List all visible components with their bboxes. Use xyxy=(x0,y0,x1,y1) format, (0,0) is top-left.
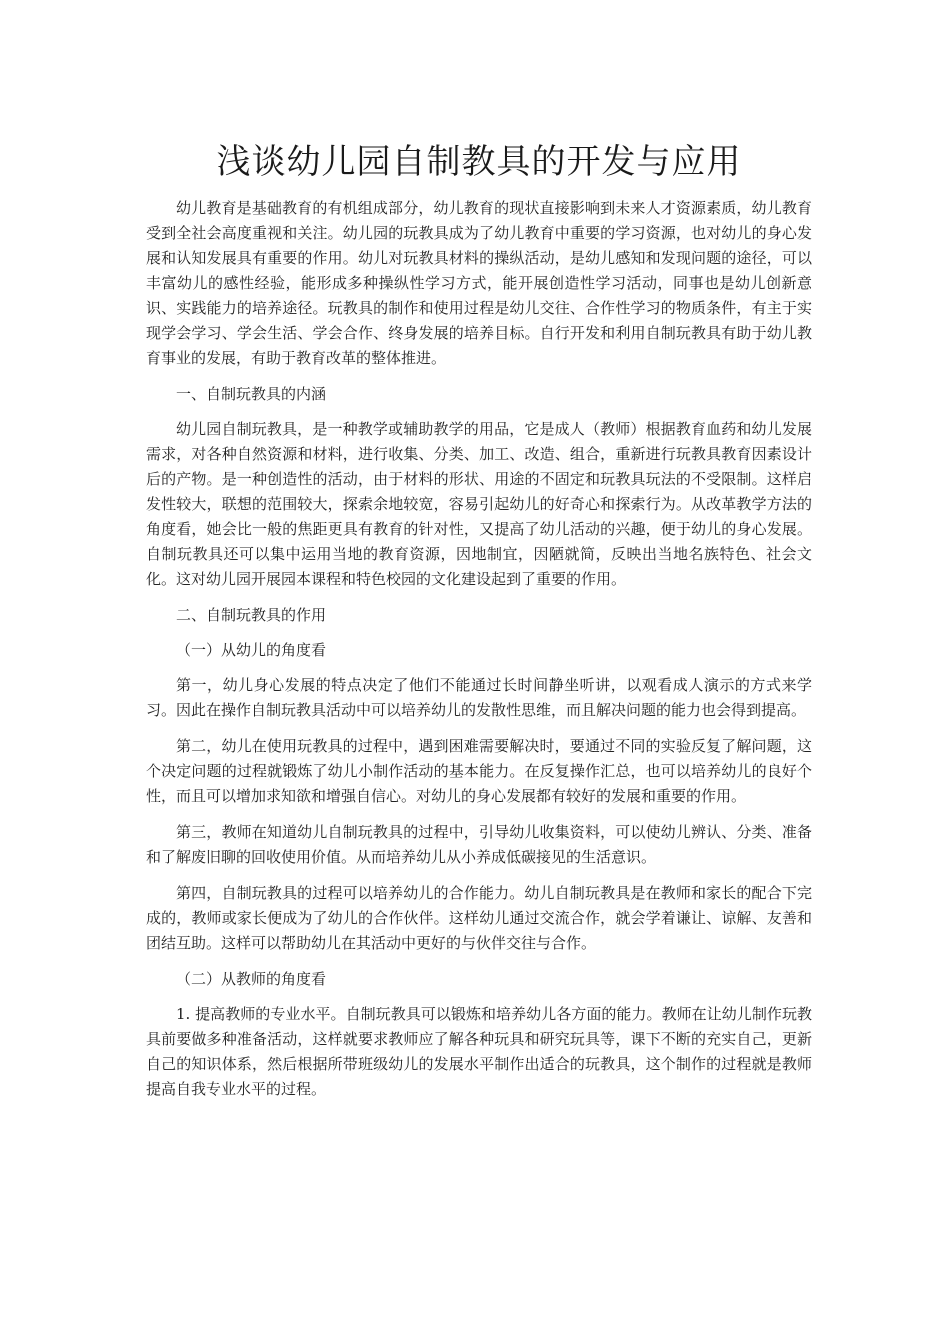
document-page xyxy=(146,0,812,1113)
child-point-3-paragraph: 第三，教师在知道幼儿自制玩教具的过程中，引导幼儿收集资料，可以使幼儿辨认、分类、准备和了解废旧聊的回收使用价值。从而培养幼儿从小养成低碳接见的生活意识。 xyxy=(146,823,812,866)
subsection-heading-child: （一）从幼儿的角度看 xyxy=(176,641,327,659)
document-title: 浅谈幼儿园自制教具的开发与应用 xyxy=(216,142,742,182)
intro-paragraph: 幼儿教育是基础教育的有机组成部分，幼儿教育的现状直接影响到未来人才资源素质，幼儿教育受到全社会高度重视和关注。幼儿园的玩教具成为了幼儿教育中重要的学习资源，也对幼儿的身心发展和认知发展具有重要的作用。幼儿对玩教具材料的操纵活动，是幼儿感知和发现问题的途径，可以丰富幼儿的感性经验，能形成多种操纵性学习方式，能开展创造性学习活动，同事也是幼儿创新意识、实践能力的培养途径。玩教具的制作和使用过程是幼儿交往、合作性学习的物质条件，有主于实现学会学习、学会生活、学会合作、终身发展的培养目标。自行开发和利用自制玩教具有助于幼儿教育事业的发展，有助于教育改革的整体推进。 xyxy=(146,199,812,367)
child-point-1-paragraph: 第一，幼儿身心发展的特点决定了他们不能通过长时间静坐听讲，以观看成人演示的方式来学习。因此在操作自制玩教具活动中可以培养幼儿的发散性思维，而且解决问题的能力也会得到提高。 xyxy=(146,676,812,719)
document-body xyxy=(146,196,812,1102)
section-heading-2: 二、自制玩教具的作用 xyxy=(176,606,327,624)
subsection-heading-teacher: （二）从教师的角度看 xyxy=(176,970,327,988)
section-1-paragraph: 幼儿园自制玩教具，是一种教学或辅助教学的用品，它是成人（教师）根据教育血药和幼儿发展需求，对各种自然资源和材料，进行收集、分类、加工、改造、组合，重新进行玩教具教育因素设计后的产物。是一种创造性的活动，由于材料的形状、用途的不固定和玩教具玩法的不受限制。这样启发性较大，联想的范围较大，探索余地较宽，容易引起幼儿的好奇心和探索行为。从改革教学方法的角度看，她会比一般的焦距更具有教育的针对性，又提高了幼儿活动的兴趣，便于幼儿的身心发展。自制玩教具还可以集中运用当地的教育资源，因地制宜，因陋就简，反映出当地名族特色、社会文化。这对幼儿园开展园本课程和特色校园的文化建设起到了重要的作用。 xyxy=(146,420,812,588)
section-heading-1: 一、自制玩教具的内涵 xyxy=(176,385,327,403)
child-point-4-paragraph: 第四，自制玩教具的过程可以培养幼儿的合作能力。幼儿自制玩教具是在教师和家长的配合下完成的，教师或家长便成为了幼儿的合作伙伴。这样幼儿通过交流合作，就会学着谦让、谅解、友善和团结互助。这样可以帮助幼儿在其活动中更好的与伙伴交往与合作。 xyxy=(146,884,812,952)
child-point-2-paragraph: 第二，幼儿在使用玩教具的过程中，遇到困难需要解决时，要通过不同的实验反复了解问题，这个决定问题的过程就锻炼了幼儿小制作活动的基本能力。在反复操作汇总，也可以培养幼儿的良好个性，而且可以增加求知欲和增强自信心。对幼儿的身心发展都有较好的发展和重要的作用。 xyxy=(146,737,812,805)
teacher-point-1-paragraph: 1. 提高教师的专业水平。自制玩教具可以锻炼和培养幼儿各方面的能力。教师在让幼儿制作玩教具前要做多种准备活动，这样就要求教师应了解各种玩具和研究玩具等，课下不断的充实自己，更新自己的知识体系，然后根据所带班级幼儿的发展水平制作出适合的玩教具，这个制作的过程就是教师提高自我专业水平的过程。 xyxy=(146,1005,812,1098)
